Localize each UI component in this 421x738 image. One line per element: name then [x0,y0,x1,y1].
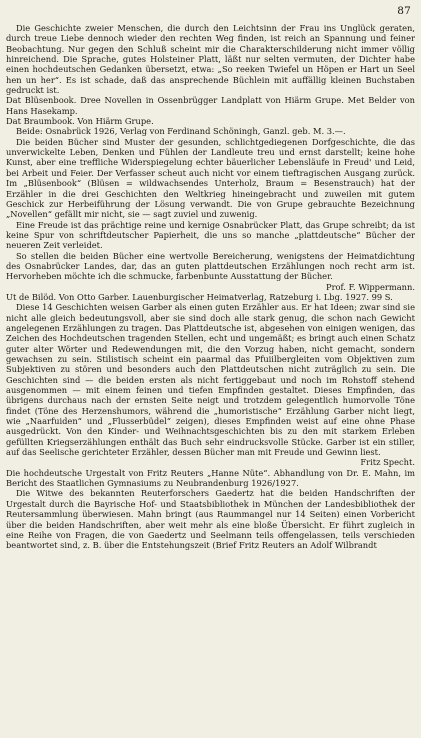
publication-info: Beide: Osnabrück 1926, Verlag von Ferdinand Schöningh, Ganzl. geb. M. 3.—. [16,126,346,137]
review-paragraph: Die Witwe des bekannten Reuterforschers Gaedertz hat die beiden Handschriften der Urgestalt durch die Bayrische Hof- und Staatsbibliothek in München der Landesbibliothek der Reutersammlung überwiesen. Mahn bringt (aus Raummangel nur 14 Seiten) einen Vorbericht über die beiden Handschriften, aber weit mehr als eine bloße Übersicht. Er führt zugleich in eine Reihe von Fragen, die von Gaedertz und Seelmann teils offengelassen, teils verschieden beantwortet sind, z. B. über die Entstehungszeit (Brief Fritz Reuters an Adolf Wilbrandt [6,488,415,551]
review-paragraph: Die beiden Bücher sind Muster der gesunden, schlichtgediegenen Dorfgeschichte, die das unverwickelte Leben, Denken und Fühlen der Landleute treu und ernst darstellt; keine hohe Kunst, aber eine treffliche Widerspiegelung echter bäuerlicher Lebensläufe in Freud' und Leid, bei Arbeit und Feier. Der Verfasser scheut auch nicht vor einem tieftragischen Ausgang zurück. Im „Blüsenbook“ (Blüsen = wildwachsendes Unterholz, Braum = Besenstrauch) hat der Erzähler in die drei Geschichten den Weltkrieg hineingebracht und zuweilen mit gutem Geschick zur Herbeiführung der Lösung verwandt. Die von Grupe gebrauchte Bezeichnung „Novellen“ gefällt mir nicht, sie — sagt zuviel und zuwenig. [6,136,415,220]
review-paragraph: Diese 14 Geschichten weisen Garber als einen guten Erzähler aus. Er hat Ideen; zwar sind sie nicht alle gleich bedeutungsvoll, aber sie sind doch alle stark genug, die schon nach Gewicht angelegenen Erzählungen zu tragen. Das Plattdeutsche ist, abgesehen von einigen wenigen, das Zeichen des Hochdeutschen tragenden Stellen, echt und ungemäßt; es bringt auch einen Schatz guter alter Wörter und Redewendungen mit, die den Vorzug haben, nicht gemacht, sondern gewachsen zu sein. Stilistisch scheint ein paarmal das Pfuiilbergleiten vom Objektiven zum Subjektiven zu stören und besonders auch den Plattdeutschen nicht zuträglich zu sein. Die Geschichten sind — die beiden ersten als nicht fertiggebaut und noch im Rohstoff stehend ausgenommen — mit einem feinen und tiefen Empfinden gestaltet. Dieses Empfinden, das übrigens durchaus nach der ernsten Seite neigt und trotzdem gelegentlich humorvolle Töne findet (Töne des Herzenshumors, während die „humoristische“ Erzählung Garber nicht liegt, wie „Naarfuiden“ und „Flusserbüdel“ zeigen), dieses Empfinden weist auf eine ohne Phase ausgedrückt. Von den Kinder- und Weihnachtsgeschichten bis zu den mit starkem Erleben gefüllten Kriegserzählungen enthält das Buch sehr eindrucksvolle Stücke. Garber ist ein stiller, auf das Seelische gerichteter Erzähler, dessen Bücher man mit Freude und Gewinn liest. [6,302,415,458]
sub-heading-bluesenbook: Dat Blüsenbook. Dree Novellen in Ossenbrügger Landplatt von Hiärm Grupe. Met Belder von Hans Hasekamp. [6,95,415,116]
review-paragraph: Die Geschichte zweier Menschen, die durch den Leichtsinn der Frau ins Unglück geraten, durch treue Liebe dennoch wieder den rechten Weg finden, ist reich an Spannung und feiner Beobachtung. Nur gegen den Schluß scheint mir die Charakterschilderung nicht immer völlig hinreichend. Die Sprache, gutes Holsteiner Platt, läßt nur selten vermuten, der Dichter habe einen hochdeutschen Gedanken übersetzt, etwa: „So reeken Twiefel un Höpen er Hart un Seel hen un her“. Es ist schade, daß das ansprechende Büchlein mit auffällig kleinen Buchstaben gedruckt ist. [6,23,415,96]
sub-heading-ut-de-bilod: Ut de Bilöd. Von Otto Garber. Lauenburgischer Heimatverlag, Ratzeburg i. Lbg. 1927. 99 S. [6,291,393,302]
review-paragraph: Eine Freude ist das prächtige reine und kernige Osnabrücker Platt, das Grupe schreibt; da ist keine Spur von schriftdeutscher Papierheit, die uns so manche „plattdeutsche“ Bücher der neueren Zeit verleidet. [6,219,415,251]
reviewer-signature: Prof. F. Wippermann. [325,281,415,292]
review-column [6,23,415,551]
sub-heading-braumbook: Dat Braumbook. Von Hiärm Grupe. [6,116,154,127]
sub-heading-hanne-nuete: Die hochdeutsche Urgestalt von Fritz Reuters „Hanne Nüte“. Abhandlung von Dr. E. Mahn, im Bericht des Staatlichen Gymnasiums zu Neubrandenburg 1926/1927. [6,467,415,489]
page-number: 87 [397,5,411,17]
reviewer-signature: Fritz Specht. [360,457,415,468]
review-paragraph: So stellen die beiden Bücher eine wertvolle Bereicherung, wenigstens der Heimatdichtung des Osnabrücker Landes, dar, das an guten plattdeutschen Erzählungen noch recht arm ist. Hervorheben möchte ich die schmucke, farbenbunte Ausstattung der Bücher. [6,250,415,282]
